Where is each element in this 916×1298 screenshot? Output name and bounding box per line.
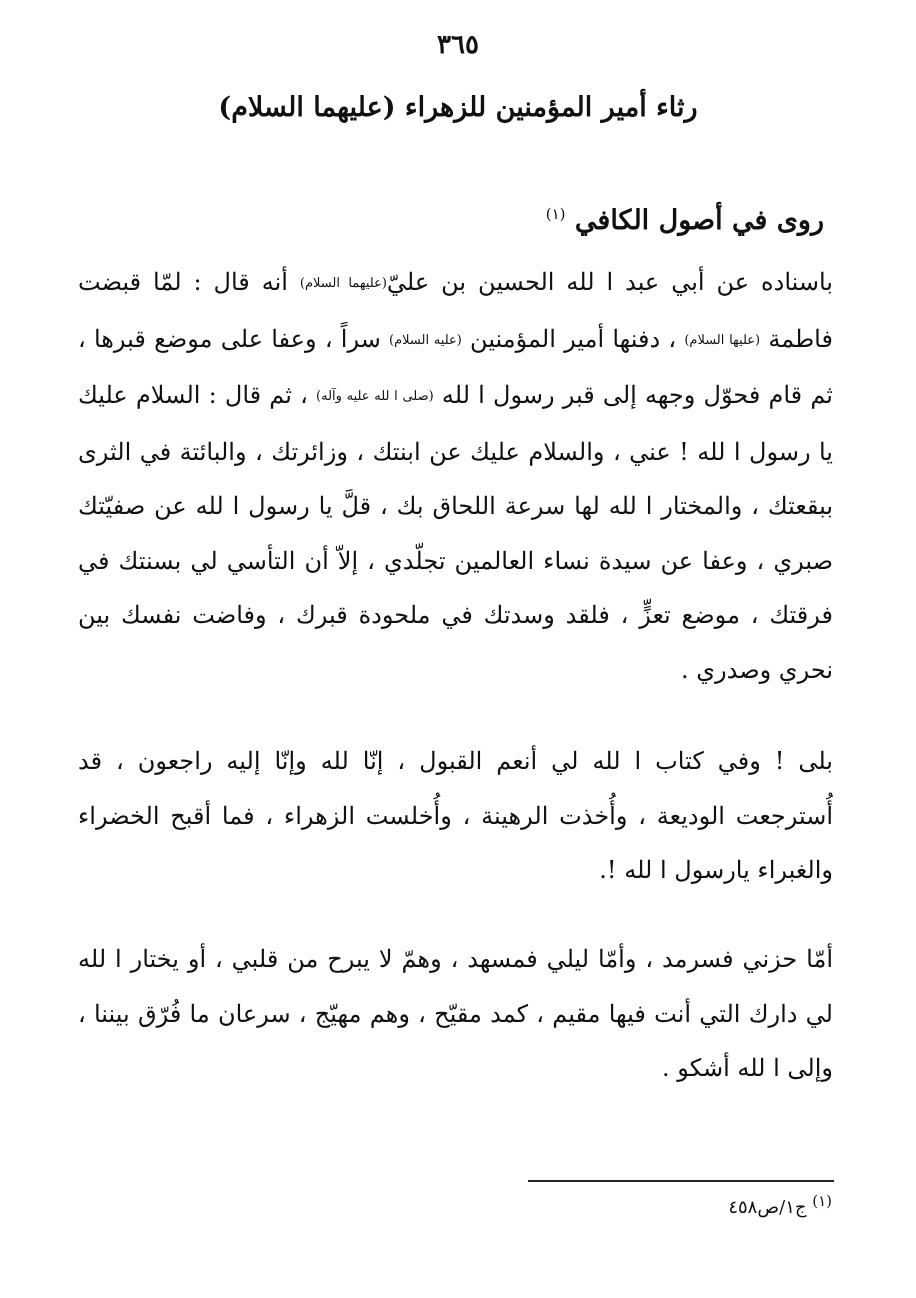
- honorific-note: (عليها السلام): [684, 332, 761, 348]
- section-heading: [546, 205, 824, 236]
- honorific-note: (صلى ا لله عليه وآله): [316, 389, 434, 404]
- paragraph-text: سراً ، وعفا على موضع قبرها ، ثم قام فحوّل وجهه إلى قبر رسول ا لله: [78, 324, 833, 409]
- page-number: ٣٦٥: [437, 30, 479, 60]
- honorific-note: (عليهما السلام): [299, 276, 387, 291]
- paragraph-text: باسناده عن أبي عبد ا لله الحسين بن عليّ: [386, 268, 833, 296]
- footnote-reference-marker: (١): [545, 205, 566, 223]
- footnote-divider: [528, 1180, 834, 1182]
- footnote-text: ج١/ص٤٥٨: [728, 1197, 807, 1218]
- chapter-title: رثاء أمير المؤمنين للزهراء (عليهما السلام): [218, 92, 698, 123]
- section-heading-text: روى في أصول الكافي: [574, 205, 824, 236]
- paragraph-text: ، دفنها أمير المؤمنين: [461, 324, 685, 353]
- paragraph-grief: أمّا حزني فسرمد ، وأمّا ليلي فمسهد ، وهمّ لا يبرح من قلبي ، أو يختار ا لله لي دارك التي أنت فيها مقيم ، كمد مقيّح ، وهم مهيّج ، سرعان ما فُرّق بيننا ، وإلى ا لله أشكو .: [78, 945, 833, 1082]
- footnote-marker: (١): [812, 1192, 832, 1210]
- honorific-note: (عليه السلام): [389, 332, 462, 348]
- paragraph-narration: [78, 255, 833, 697]
- paragraph-text: أنه قال : لمّا قبضت فاطمة: [78, 268, 833, 353]
- footnote: [728, 1192, 832, 1218]
- paragraph-text: ، ثم قال : السلام عليك يا رسول ا لله ! عني ، والسلام عليك عن ابنتك ، وزائرتك ، والبائتة في الثرى ببقعتك ، والمختار ا لله لها سرعة اللحاق بك ، قلَّ يا رسول ا لله عن صفيّتك صبري ، وعفا عن سيدة نساء العالمين تجلّدي ، إلاّ أن التأسي لي بسنتك في فرقتك ، موضع تعزٍّ ، فلقد وسدتك في ملحودة قبرك ، وفاضت نفسك بين نحري وصدري .: [78, 381, 833, 684]
- paragraph-lament: بلى ! وفي كتاب ا لله لي أنعم القبول ، إنّا لله وإنّا إليه راجعون ، قد أُسترجعت الوديعة ، وأُخذت الرهينة ، وأُخلست الزهراء ، فما أقبح الخضراء والغبراء يارسول ا لله !.: [78, 747, 833, 884]
